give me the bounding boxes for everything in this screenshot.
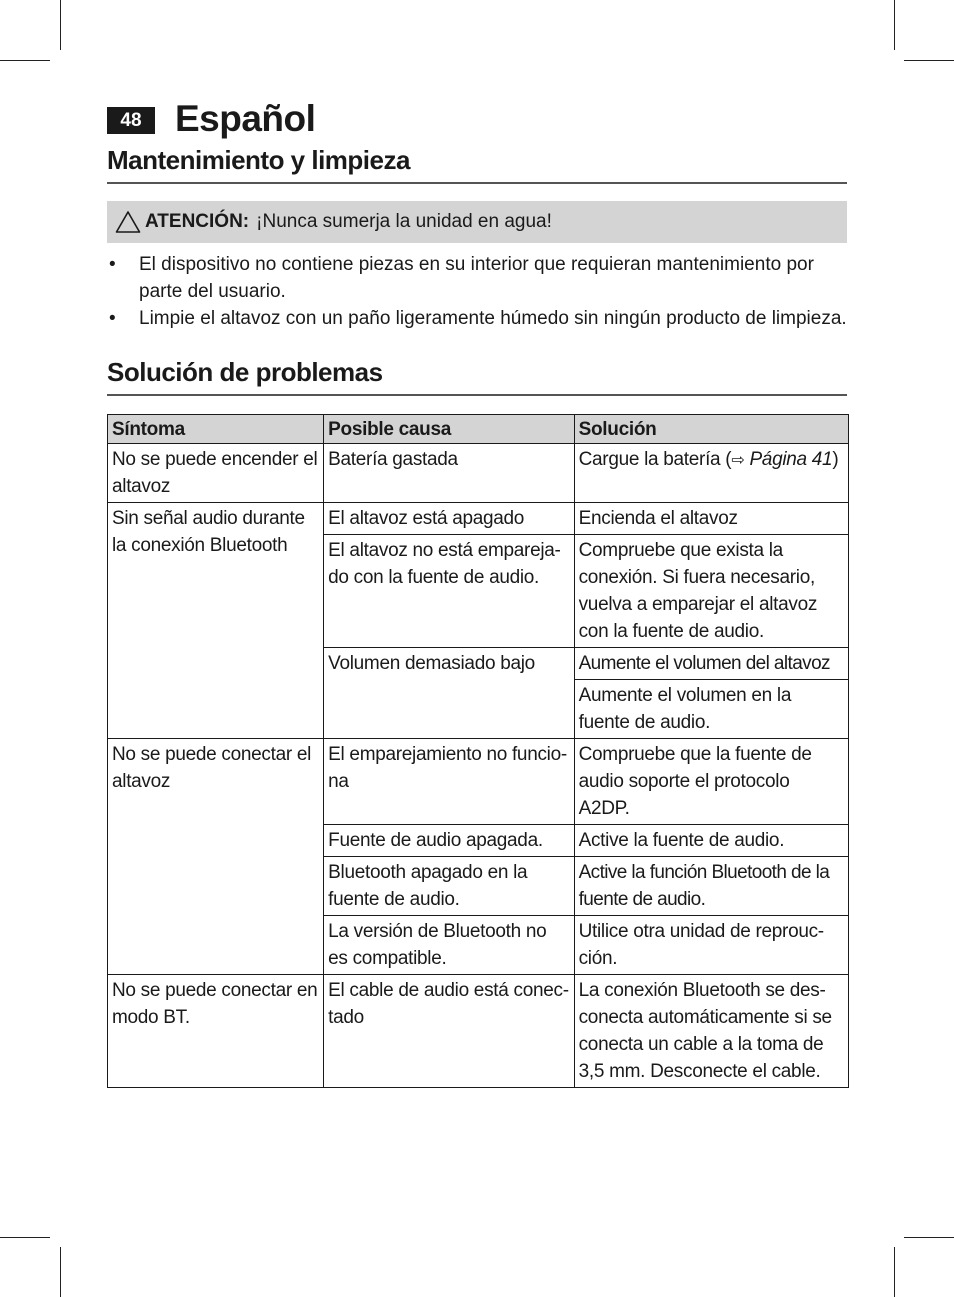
bullet-icon: •: [109, 254, 116, 275]
attention-label: ATENCIÓN:: [145, 211, 250, 232]
cause-cell: La versión de Bluetooth no es compatible.: [324, 916, 574, 975]
crop-mark: [60, 1247, 61, 1297]
header-cause: Posible causa: [324, 415, 574, 444]
crop-mark: [894, 1247, 895, 1297]
attention-text: ¡Nunca sumerja la unidad en agua!: [256, 211, 552, 232]
troubleshooting-title: Solución de problemas: [107, 357, 847, 396]
symptom-cell: No se puede conectar en modo BT.: [108, 975, 324, 1088]
table-row: [108, 739, 849, 825]
cause-cell: Bluetooth apagado en la fuente de audio.: [324, 857, 574, 916]
table-row: [108, 444, 849, 503]
crop-mark: [904, 1237, 954, 1238]
arrow-right-icon: ⇨: [731, 452, 745, 469]
solution-cell: Compruebe que la fuente de audio soporte el protocolo A2DP.: [574, 739, 848, 825]
symptom-cell: No se puede conectar el altavoz: [108, 739, 324, 975]
list-item: • Limpie el altavoz con un paño ligeramente húmedo sin ningún producto de limpieza.: [107, 305, 847, 332]
solution-cell: La conexión Bluetooth se des-conecta automáticamente si se conecta un cable a la toma de 3,5 mm. Desconecte el cable.: [574, 975, 848, 1088]
crop-mark: [894, 0, 895, 50]
table-row: [108, 503, 849, 535]
symptom-cell: No se puede encender el altavoz: [108, 444, 324, 503]
page-number: 48: [107, 107, 155, 134]
language-title: Español: [175, 98, 316, 139]
cause-cell: Fuente de audio apagada.: [324, 825, 574, 857]
maintenance-list: [107, 251, 847, 332]
cause-cell: El cable de audio está conec-tado: [324, 975, 574, 1088]
warning-icon: [115, 210, 141, 234]
bullet-icon: •: [109, 308, 116, 329]
cause-cell: El altavoz está apagado: [324, 503, 574, 535]
cause-cell: El emparejamiento no funcio-na: [324, 739, 574, 825]
crop-mark: [0, 1237, 50, 1238]
attention-box: [107, 201, 847, 243]
cause-cell: Volumen demasiado bajo: [324, 648, 574, 739]
cause-cell: El altavoz no está empareja-do con la fuente de audio.: [324, 535, 574, 648]
table-header-row: [108, 415, 849, 444]
solution-cell: Utilice otra unidad de reprouc-ción.: [574, 916, 848, 975]
cause-cell: Batería gastada: [324, 444, 574, 503]
solution-cell: Cargue la batería (⇨ Página 41): [574, 444, 848, 503]
solution-cell: Active la fuente de audio.: [574, 825, 848, 857]
maintenance-title: Mantenimiento y limpieza: [107, 145, 847, 184]
header-symptom: Síntoma: [108, 415, 324, 444]
solution-cell: Compruebe que exista la conexión. Si fuera necesario, vuelva a emparejar el altavoz con la fuente de audio.: [574, 535, 848, 648]
table-row: [108, 975, 849, 1088]
header-solution: Solución: [574, 415, 848, 444]
crop-mark: [0, 60, 50, 61]
page-header: [107, 96, 315, 142]
page-reference-link[interactable]: Página 41: [749, 449, 833, 470]
crop-mark: [60, 0, 61, 50]
solution-cell: Encienda el altavoz: [574, 503, 848, 535]
solution-cell: Aumente el volumen en la fuente de audio.: [574, 680, 848, 739]
solution-cell: Active la función Bluetooth de la fuente de audio.: [574, 857, 848, 916]
symptom-cell: Sin señal audio durante la conexión Bluetooth: [108, 503, 324, 739]
solution-cell: Aumente el volumen del altavoz: [574, 648, 848, 680]
crop-mark: [904, 60, 954, 61]
troubleshooting-table: [107, 414, 849, 1088]
list-item: • El dispositivo no contiene piezas en su interior que requieran mantenimiento por parte del usuario.: [107, 251, 847, 305]
